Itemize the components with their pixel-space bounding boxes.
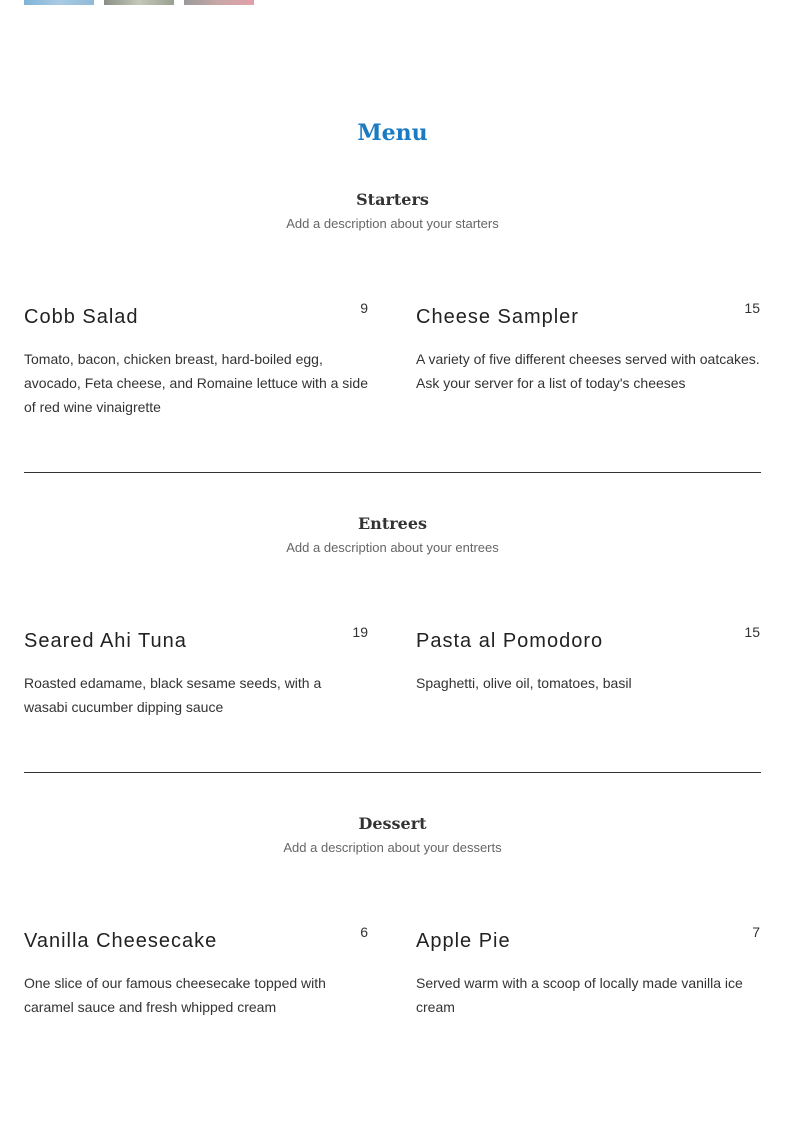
menu-item: [24, 302, 368, 419]
menu-item-description: Spaghetti, olive oil, tomatoes, basil: [416, 675, 632, 691]
section-header-dessert: [0, 812, 785, 858]
menu-item-description: Tomato, bacon, chicken breast, hard-boiled egg, avocado, Feta cheese, and Romaine lettuce with a side of red wine vinaigrette: [24, 351, 368, 415]
section-description: Add a description about your desserts: [283, 840, 502, 855]
menu-item-price: 6: [360, 924, 368, 940]
gallery-thumbnail[interactable]: [24, 0, 94, 5]
section-divider: [24, 772, 761, 773]
menu-item-price: 15: [744, 624, 760, 640]
menu-item-name: Pasta al Pomodoro: [416, 630, 604, 652]
menu-item-name: Cobb Salad: [24, 306, 139, 328]
menu-item-description: Roasted edamame, black sesame seeds, with a wasabi cucumber dipping sauce: [24, 675, 322, 715]
menu-item-price: 9: [360, 300, 368, 316]
gallery-thumbnail[interactable]: [104, 0, 174, 5]
menu-item: [416, 626, 760, 695]
menu-item: [24, 926, 368, 1019]
menu-item-description: Served warm with a scoop of locally made vanilla ice cream: [416, 975, 743, 1015]
menu-item-name: Cheese Sampler: [416, 306, 579, 328]
menu-item: [24, 626, 368, 719]
menu-item-price: 19: [352, 624, 368, 640]
section-description: Add a description about your entrees: [286, 540, 499, 555]
menu-item-name: Vanilla Cheesecake: [24, 930, 218, 952]
section-description: Add a description about your starters: [286, 216, 499, 231]
gallery-thumbnails: [24, 0, 254, 5]
section-title: Starters: [356, 190, 429, 209]
section-header-entrees: [0, 512, 785, 558]
menu-item: [416, 926, 760, 1019]
menu-item-price: 15: [744, 300, 760, 316]
menu-item-price: 7: [752, 924, 760, 940]
menu-item-name: Apple Pie: [416, 930, 511, 952]
section-title: Entrees: [357, 514, 427, 533]
menu-item-description: One slice of our famous cheesecake topped with caramel sauce and fresh whipped cream: [24, 975, 326, 1015]
menu-item: [416, 302, 760, 395]
section-title: Dessert: [358, 814, 427, 833]
section-header-starters: [0, 188, 785, 234]
section-divider: [24, 472, 761, 473]
gallery-thumbnail[interactable]: [184, 0, 254, 5]
menu-title: Menu: [357, 120, 428, 146]
menu-item-description: A variety of five different cheeses served with oatcakes. Ask your server for a list of today's cheeses: [416, 351, 760, 391]
menu-item-name: Seared Ahi Tuna: [24, 630, 187, 652]
